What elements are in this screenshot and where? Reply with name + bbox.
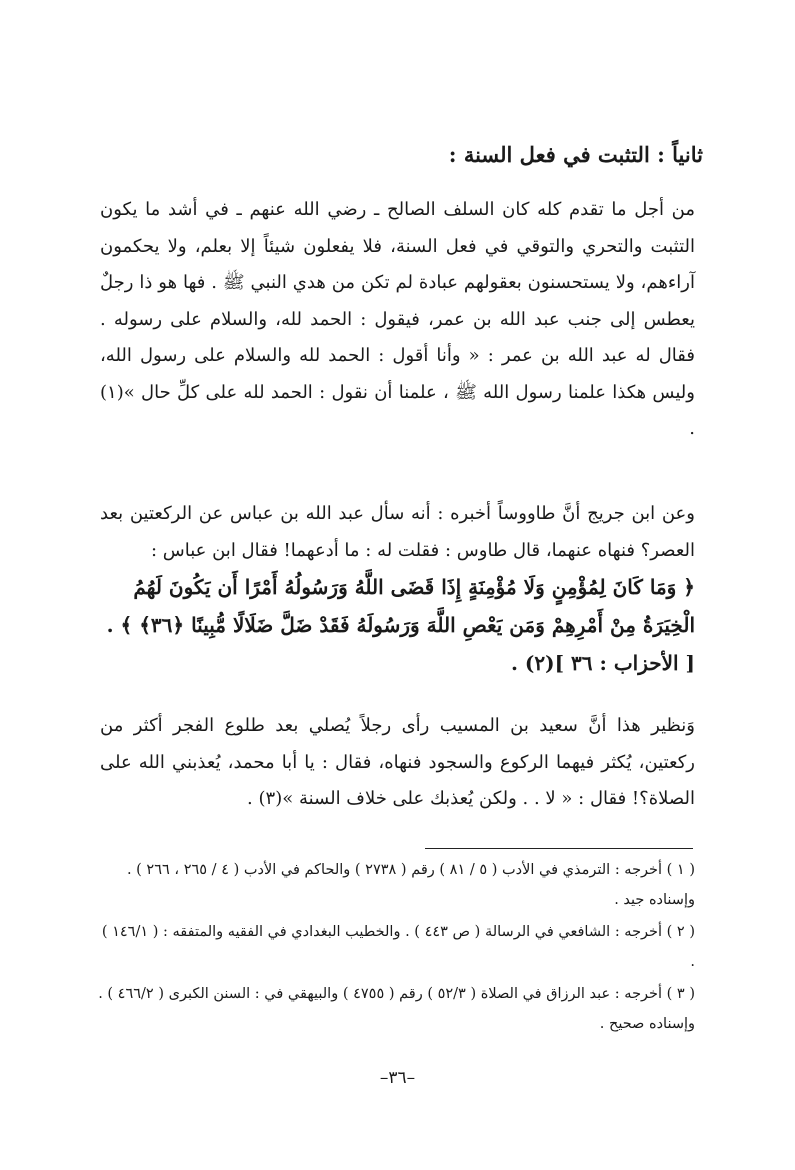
quran-reference: [ الأحزاب : ٣٦ ](٢) .	[511, 651, 695, 675]
paragraph-3: وَنظير هذا أنَّ سعيد بن المسيب رأى رجلاً يُصلي بعد طلوع الفجر أكثر من ركعتين، يُكثر فيهما الركوع والسجود فنهاه، فقال : يا أبا محمد، يُعذبني الله على الصلاة؟! فقال : « لا . . ولكن يُعذبك على خلاف السنة »(٣) .	[100, 715, 695, 809]
footnote-3: ( ٣ ) أخرجه : عبد الرزاق في الصلاة ( ٥٢/٣ ) رقم ( ٤٧٥٥ ) والبيهقي في : السنن الكبرى ( ٤٦٦/٢ ) . وإسناده صحيح .	[98, 986, 695, 1032]
footnote-divider	[425, 848, 693, 849]
paragraph-2: وعن ابن جريج أنَّ طاووساً أخبره : أنه سأل عبد الله بن عباس عن الركعتين بعد العصر؟ فنهاه عنهما، قال طاوس : فقلت له : ما أدعهما! فقال ابن عباس :	[100, 503, 695, 561]
page-number: –٣٦–	[379, 1068, 416, 1088]
quran-verse: ﴿ وَمَا كَانَ لِمُؤْمِنٍ وَلَا مُؤْمِنَةٍ إِذَا قَضَى اللَّهُ وَرَسُولُهُ أَمْرًا أَن يَكُونَ لَهُمُ الْخِيَرَةُ مِنْ أَمْرِهِمْ وَمَن يَعْصِ اللَّهَ وَرَسُولَهُ فَقَدْ ضَلَّ ضَلَالًا مُّبِينًا ﴿٣٦﴾ ﴾ .	[106, 575, 695, 637]
footnote-2: ( ٢ ) أخرجه : الشافعي في الرسالة ( ص ٤٤٣ ) . والخطيب البغدادي في الفقيه والمتفقه : ( ١٤٦/١ ) .	[101, 924, 695, 970]
quran-verse-block	[95, 568, 695, 682]
footnote-1: ( ١ ) أخرجه : الترمذي في الأدب ( ٥ / ٨١ ) رقم ( ٢٧٣٨ ) والحاكم في الأدب ( ٤ / ٢٦٥ ، ٢٦٦ ) . وإسناده جيد .	[126, 862, 695, 908]
paragraph-1: من أجل ما تقدم كله كان السلف الصالح ـ رضي الله عنهم ـ في أشد ما يكون التثبت والتحري والتوقي في فعل السنة، فلا يفعلون شيئاً إلا بعلم، ولا يحكمون آراءهم، ولا يستحسنون بعقولهم عبادة لم تكن من هدي النبي ﷺ . فها هو ذا رجلٌ يعطس إلى جنب عبد الله بن عمر، فيقول : الحمد لله، والسلام على رسوله . فقال له عبد الله بن عمر : « وأنا أقول : الحمد لله والسلام على رسول الله، وليس هكذا علمنا رسول الله ﷺ ، علمنا أن نقول : الحمد لله على كلِّ حال »(١) .	[100, 199, 695, 439]
section-heading: ثانياً : التثبت في فعل السنة :	[448, 142, 703, 167]
